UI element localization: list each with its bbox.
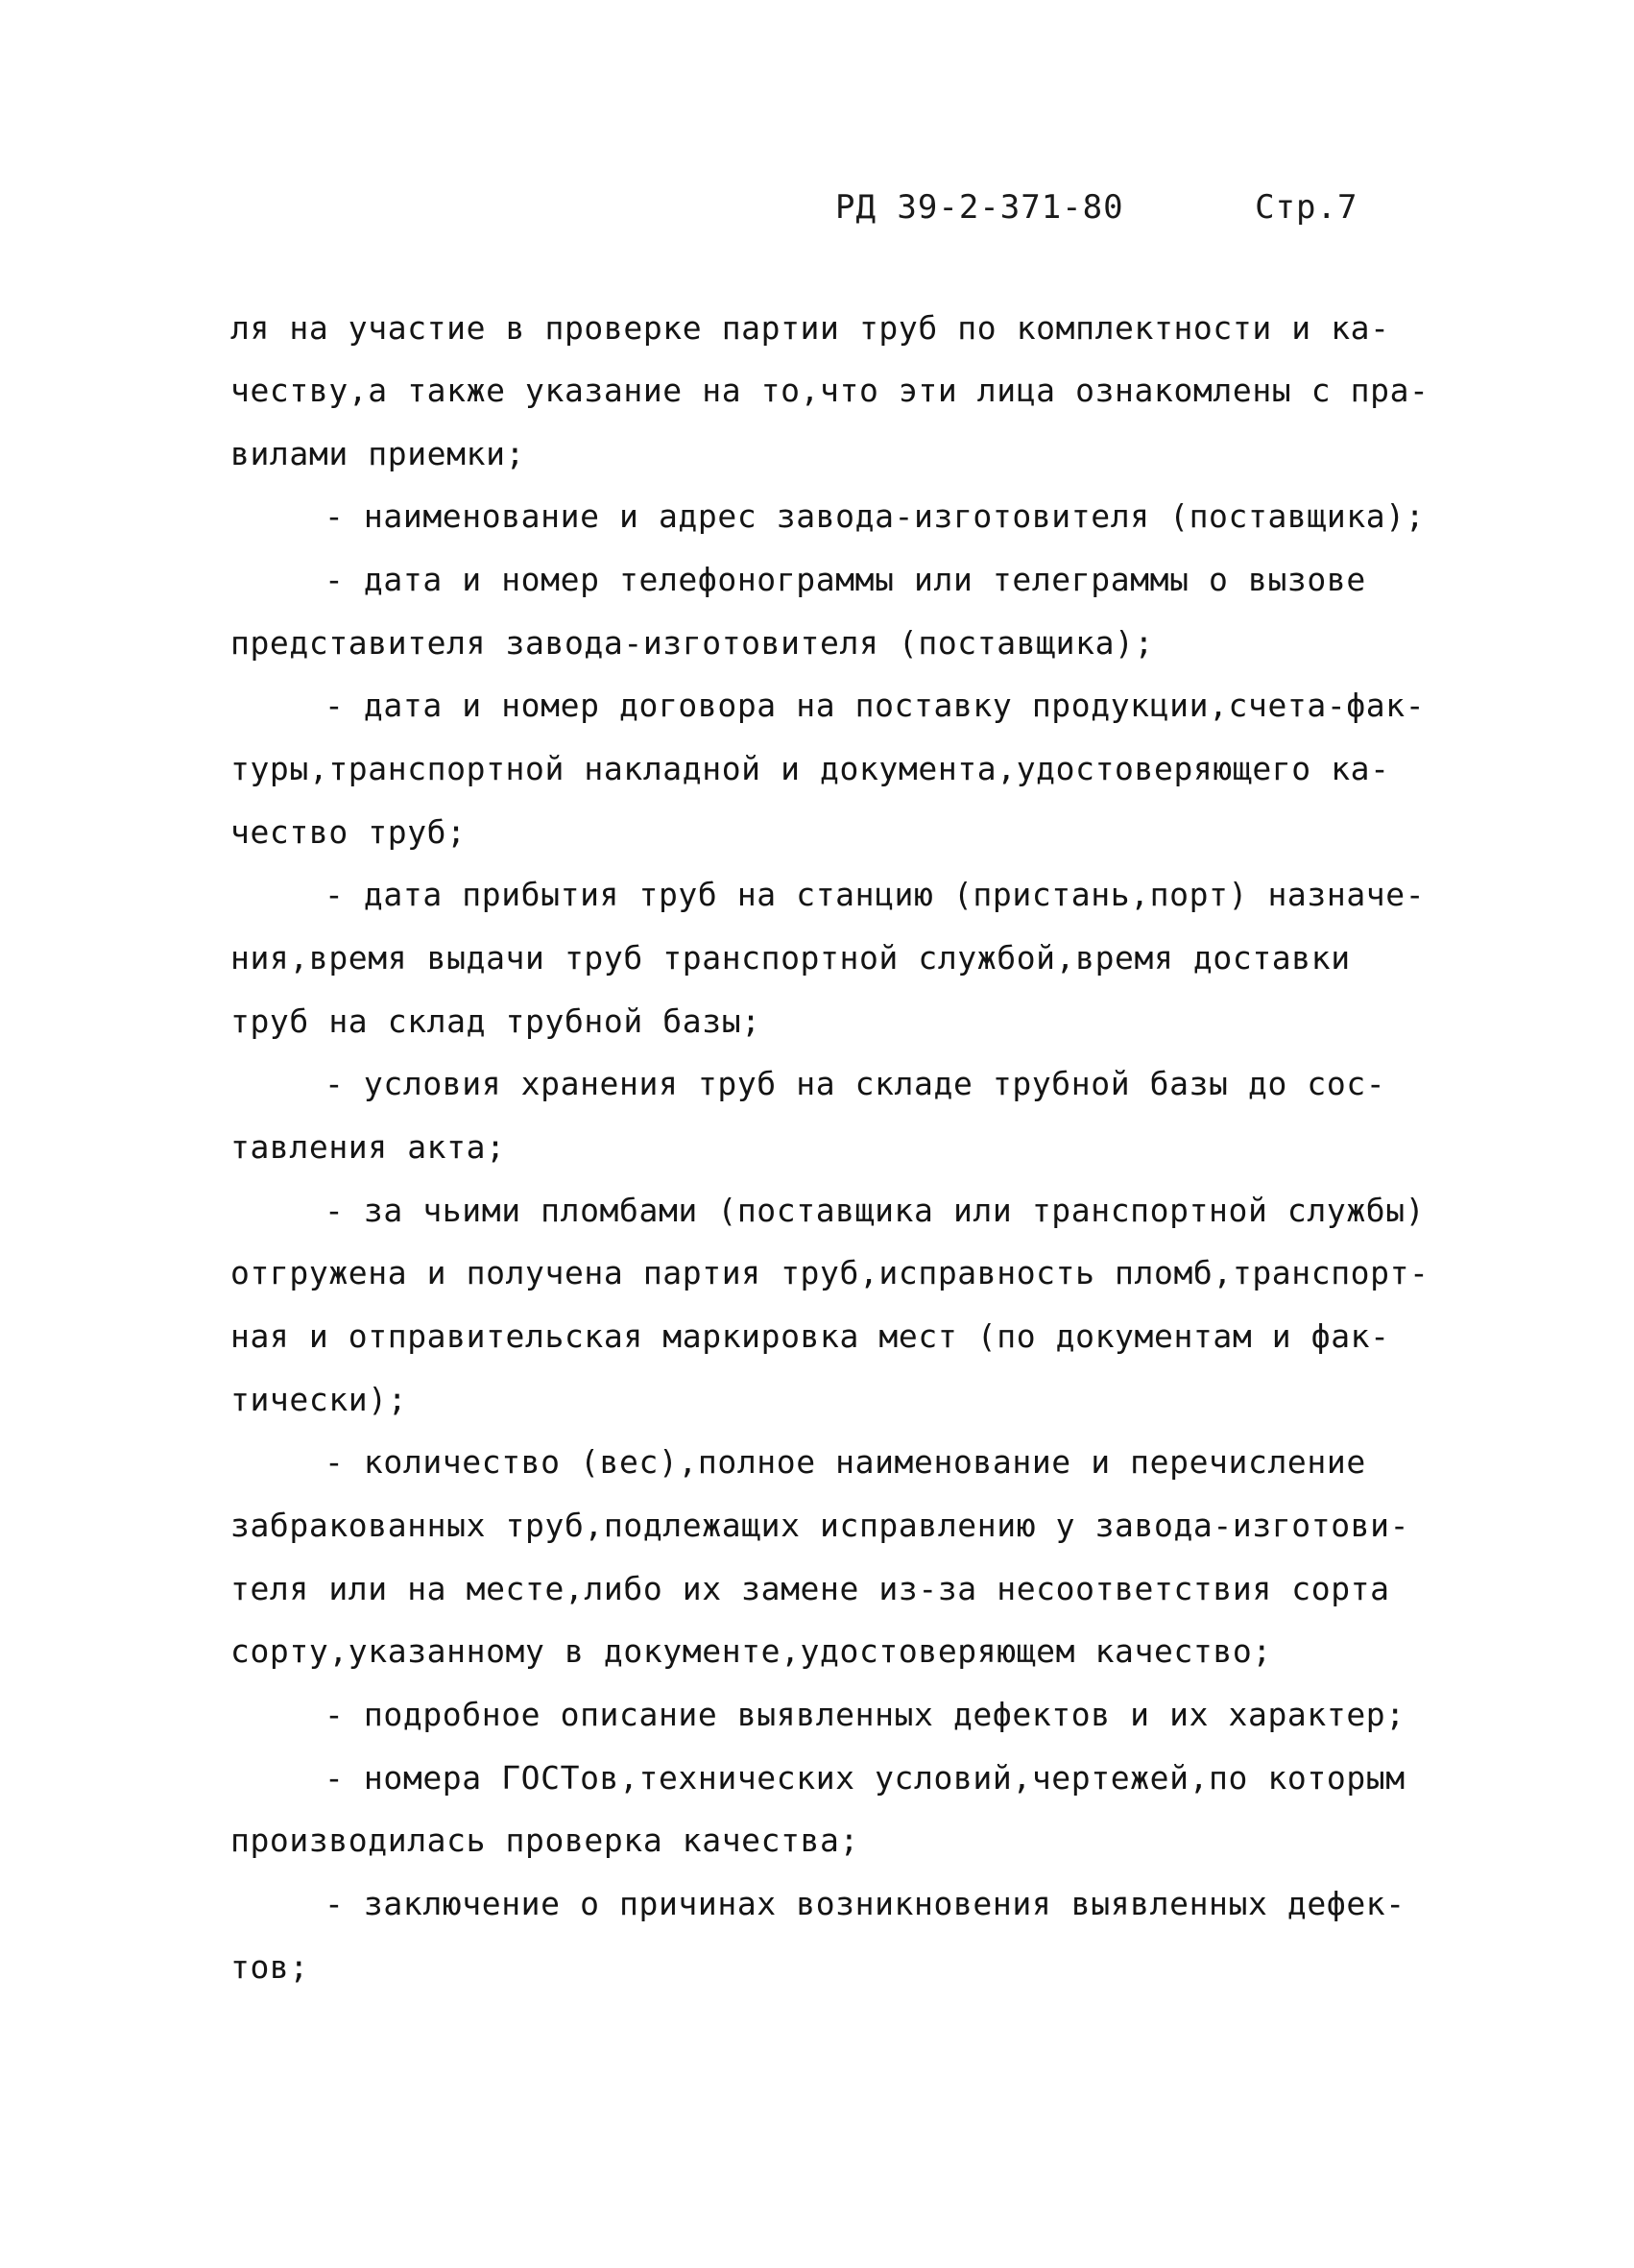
text-line: производилась проверка качества; bbox=[230, 1822, 859, 1859]
text-line: честву,а также указание на то,что эти лица ознакомлены с пра- bbox=[230, 372, 1430, 409]
text-line: труб на склад трубной базы; bbox=[230, 1002, 761, 1040]
text-line: - дата и номер телефонограммы или телеграммы о вызове bbox=[324, 561, 1366, 598]
text-line: ля на участие в проверке партии труб по комплектности и ка- bbox=[230, 309, 1390, 347]
text-line: - за чьими пломбами (поставщика или транспортной службы) bbox=[324, 1192, 1426, 1229]
text-line: тавления акта; bbox=[230, 1128, 506, 1166]
page-number: Стр.7 bbox=[1255, 188, 1358, 227]
text-line: - условия хранения труб на складе трубной базы до сос- bbox=[324, 1065, 1386, 1102]
text-line: - количество (вес),полное наименование и перечисление bbox=[324, 1443, 1366, 1481]
document-code: РД 39-2-371-80 bbox=[835, 188, 1124, 227]
text-line: тов; bbox=[230, 1948, 309, 1986]
text-line: ная и отправительская маркировка мест (по документам и фак- bbox=[230, 1317, 1390, 1355]
text-line: забракованных труб,подлежащих исправлению у завода-изготови- bbox=[230, 1507, 1410, 1544]
text-line: отгружена и получена партия труб,исправность пломб,транспорт- bbox=[230, 1254, 1430, 1291]
text-line: вилами приемки; bbox=[230, 435, 526, 472]
text-line: - заключение о причинах возникновения выявленных дефек- bbox=[324, 1885, 1406, 1922]
text-line: тически); bbox=[230, 1381, 408, 1418]
text-line: - наименование и адрес завода-изготовителя (поставщика); bbox=[324, 497, 1426, 535]
text-line: - номера ГОСТов,технических условий,чертежей,по которым bbox=[324, 1759, 1406, 1797]
text-line: - дата прибытия труб на станцию (пристань,порт) назначе- bbox=[324, 876, 1426, 913]
text-line: представителя завода-изготовителя (поставщика); bbox=[230, 624, 1154, 662]
text-line: - дата и номер договора на поставку продукции,счета-фак- bbox=[324, 687, 1426, 724]
text-line: чество труб; bbox=[230, 813, 467, 851]
text-line: теля или на месте,либо их замене из-за несоответствия сорта bbox=[230, 1570, 1390, 1607]
text-line: туры,транспортной накладной и документа,удостоверяющего ка- bbox=[230, 750, 1390, 787]
text-line: сорту,указанному в документе,удостоверяющем качество; bbox=[230, 1632, 1272, 1670]
page-header bbox=[835, 188, 1358, 227]
text-line: - подробное описание выявленных дефектов и их характер; bbox=[324, 1696, 1406, 1733]
text-line: ния,время выдачи труб транспортной службой,время доставки bbox=[230, 939, 1351, 977]
